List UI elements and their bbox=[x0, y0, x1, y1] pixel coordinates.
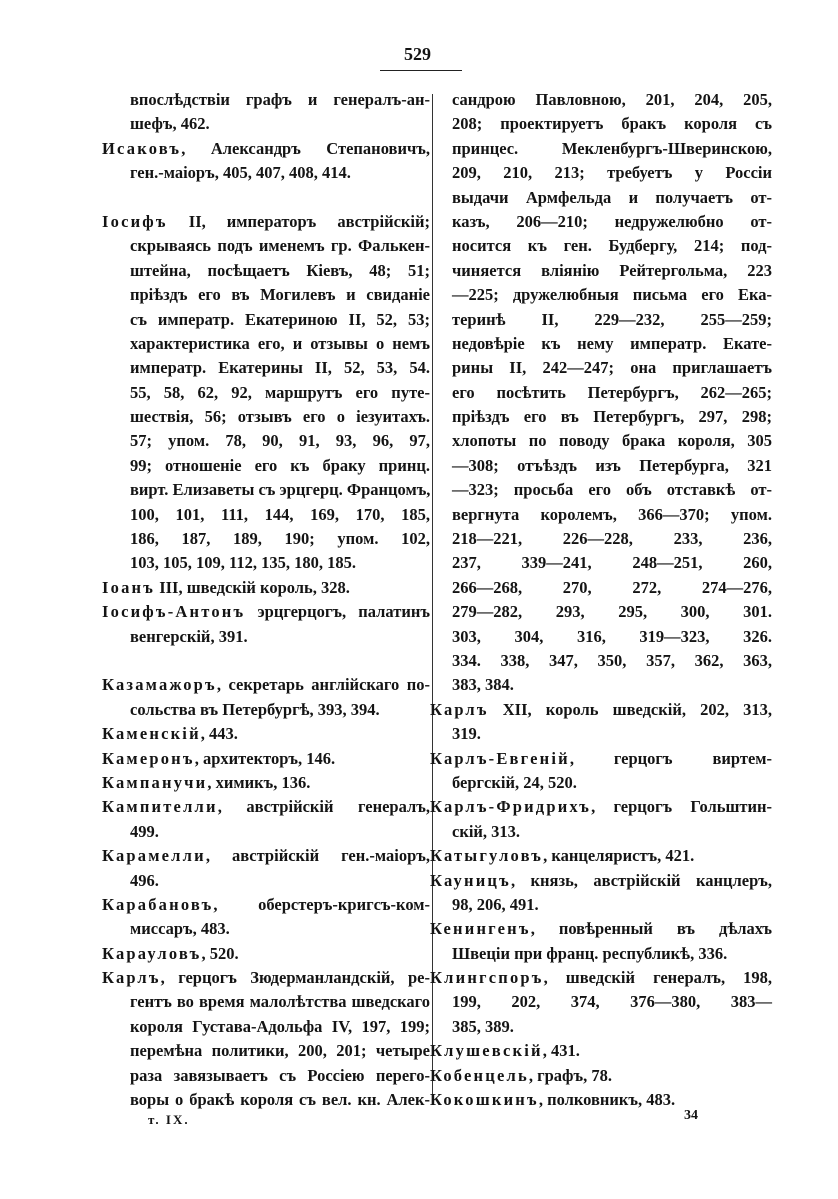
entry-text: , повѣренный въ дѣлахъ bbox=[530, 919, 772, 939]
entry-text: , австрійскій ген.-маіоръ, bbox=[205, 846, 430, 866]
entry-line: 383, 384. bbox=[452, 675, 514, 695]
index-entry bbox=[430, 747, 772, 796]
entry-headword: Клингспоръ bbox=[430, 968, 544, 988]
entry-text: , герцогъ Гольштин- bbox=[591, 797, 772, 817]
entry-headword: Кобенцель bbox=[430, 1065, 529, 1085]
entry-text: , 443. bbox=[200, 724, 238, 744]
page-number-rule bbox=[380, 70, 462, 71]
index-entry bbox=[102, 576, 430, 600]
entry-line: 209, 210, 213; требуетъ у Россіи bbox=[452, 163, 772, 183]
entry-line: 319. bbox=[452, 724, 481, 744]
entry-line: теринѣ II, 229—232, 255—259; bbox=[452, 309, 772, 329]
entry-line: 103, 105, 109, 112, 135, 180, 185. bbox=[130, 553, 356, 573]
entry-text: XII, король шведскій, 202, 313, bbox=[488, 699, 772, 719]
entry-line: гентъ во время малолѣтства шведскаго bbox=[130, 992, 430, 1012]
entry-line: недовѣріе къ нему императр. Екате- bbox=[452, 333, 772, 353]
entry-text: , полковникъ, 483. bbox=[538, 1090, 676, 1110]
entry-line: 199, 202, 374, 376—380, 383— bbox=[452, 992, 772, 1012]
entry-line: 499. bbox=[130, 821, 159, 841]
entry-line: вирт. Елизаветы съ эрцгерц. Францомъ, bbox=[130, 480, 431, 500]
entry-line: 57; упом. 78, 90, 91, 93, 96, 97, bbox=[130, 431, 430, 451]
index-entry bbox=[102, 747, 430, 771]
entry-text: , канцеляристъ, 421. bbox=[543, 846, 695, 866]
entry-text: , архитекторъ, 146. bbox=[194, 748, 336, 768]
entry-line bbox=[102, 893, 430, 917]
index-entry bbox=[102, 600, 430, 649]
entry-line: выдачи Армфельда и получаетъ от- bbox=[452, 187, 772, 207]
entry-line: миссаръ, 483. bbox=[130, 919, 230, 939]
entry-line: скрываясь подъ именемъ гр. Фалькен- bbox=[130, 236, 430, 256]
entry-line: 98, 206, 491. bbox=[452, 894, 539, 914]
entry-line: съ императр. Екатериною II, 52, 53; bbox=[130, 309, 430, 329]
entry-line: короля Густава-Адольфа IV, 197, 199; bbox=[130, 1016, 430, 1036]
entry-line bbox=[102, 210, 430, 234]
index-entry bbox=[430, 917, 772, 966]
entry-line: чиняется вліянію Рейтергольма, 223 bbox=[452, 260, 772, 280]
entry-headword: Клушевскій bbox=[430, 1041, 543, 1061]
entry-headword: Кенингенъ bbox=[430, 919, 531, 939]
entry-line: характеристика его, и отзывы о немъ bbox=[130, 333, 430, 353]
index-entry bbox=[430, 1039, 772, 1063]
entry-line: 334. 338, 347, 350, 357, 362, 363, bbox=[452, 650, 772, 670]
entry-line bbox=[102, 673, 430, 697]
signature-mark: 34 bbox=[684, 1108, 698, 1123]
entry-line: 237, 339—241, 248—251, 260, bbox=[452, 553, 772, 573]
entry-text: III, шведскій король, 328. bbox=[155, 577, 350, 597]
entry-line: императр. Екатерины II, 52, 53, 54. bbox=[130, 358, 430, 378]
index-entry bbox=[102, 88, 430, 137]
entry-line bbox=[430, 747, 772, 771]
entry-text: , герцогъ Зюдерманландскій, ре- bbox=[160, 968, 430, 988]
entry-line bbox=[102, 771, 430, 795]
entry-line bbox=[430, 1039, 772, 1063]
entry-line: 279—282, 293, 295, 300, 301. bbox=[452, 602, 772, 622]
entry-line: хлопоты по поводу брака короля, 305 bbox=[452, 431, 772, 451]
entry-line: вергнута королемъ, 366—370; упом. bbox=[452, 504, 772, 524]
entry-line: раза завязываетъ съ Россіею перего- bbox=[130, 1065, 430, 1085]
entry-line bbox=[430, 844, 772, 868]
entry-line: 186, 187, 189, 190; упом. 102, bbox=[130, 529, 430, 549]
entry-text: , секретарь англійскаго по- bbox=[216, 675, 430, 695]
index-entry bbox=[102, 722, 430, 746]
entry-text: , австрійскій генералъ, bbox=[217, 797, 430, 817]
entry-group-gap bbox=[102, 649, 430, 673]
index-entry bbox=[430, 795, 772, 844]
entry-headword: Каменскій bbox=[102, 724, 201, 744]
entry-line: —323; просьба его объ отставкѣ от- bbox=[452, 480, 772, 500]
entry-line: сольства въ Петербургѣ, 393, 394. bbox=[130, 699, 380, 719]
entry-line bbox=[430, 966, 772, 990]
entry-group-gap bbox=[102, 186, 430, 210]
entry-headword: Исаковъ bbox=[102, 138, 182, 158]
entry-headword: Карауловъ bbox=[102, 943, 202, 963]
entry-headword: Кампанучи bbox=[102, 772, 208, 792]
entry-text: , шведскій генералъ, 198, bbox=[543, 968, 772, 988]
entry-line: 208; проектируетъ бракъ короля съ bbox=[452, 114, 772, 134]
index-entry bbox=[102, 893, 430, 942]
index-entry bbox=[430, 966, 772, 1039]
entry-text: , герцогъ виртем- bbox=[569, 748, 772, 768]
entry-line: сандрою Павловною, 201, 204, 205, bbox=[452, 90, 772, 109]
entry-line bbox=[102, 747, 430, 771]
entry-headword: Іоанъ bbox=[102, 577, 156, 597]
index-entry bbox=[102, 966, 430, 1112]
entry-line: 55, 58, 62, 92, маршрутъ его путе- bbox=[130, 382, 430, 402]
index-entry bbox=[102, 942, 430, 966]
entry-line: его посѣтить Петербургъ, 262—265; bbox=[452, 382, 772, 402]
entry-line: принцес. Мекленбургъ-Шверинскою, bbox=[452, 138, 772, 158]
index-entry bbox=[430, 1064, 772, 1088]
entry-line: рины II, 242—247; она приглашаетъ bbox=[452, 358, 772, 378]
entry-line: казъ, 206—210; недружелюбно от- bbox=[452, 211, 772, 231]
entry-line bbox=[430, 1088, 772, 1112]
entry-line bbox=[430, 698, 772, 722]
entry-headword: Катыгуловъ bbox=[430, 846, 544, 866]
index-entry bbox=[102, 137, 430, 186]
entry-text: , князь, австрійскій канцлеръ, bbox=[510, 870, 772, 890]
entry-line: перемѣна политики, 200, 201; четыре bbox=[130, 1041, 430, 1061]
entry-line: Швеціи при франц. республикѣ, 336. bbox=[452, 943, 728, 963]
entry-text: , графъ, 78. bbox=[528, 1065, 612, 1085]
entry-line: впослѣдствіи графъ и генералъ-ан- bbox=[130, 90, 430, 109]
index-entry bbox=[102, 210, 430, 576]
entry-line: штейна, посѣщаетъ Кіевъ, 48; 51; bbox=[130, 260, 430, 280]
index-entry bbox=[102, 795, 430, 844]
index-entry bbox=[430, 88, 772, 698]
entry-headword: Карамелли bbox=[102, 846, 206, 866]
entry-line bbox=[430, 795, 772, 819]
entry-text: эрцгерцогъ, палатинъ bbox=[245, 602, 430, 622]
entry-line: 496. bbox=[130, 870, 159, 890]
entry-headword: Іосифъ bbox=[102, 211, 168, 231]
entry-line: носится къ ген. Будбергу, 214; под- bbox=[452, 236, 772, 256]
entry-text: II, императоръ австрійскій; bbox=[167, 211, 430, 231]
entry-line: 99; отношеніе его къ браку принц. bbox=[130, 455, 430, 475]
left-column bbox=[102, 88, 430, 1112]
entry-line: венгерскій, 391. bbox=[130, 626, 248, 646]
entry-headword: Карлъ bbox=[102, 968, 161, 988]
entry-line bbox=[430, 1064, 772, 1088]
entry-headword: Кокошкинъ bbox=[430, 1090, 539, 1110]
entry-text: , 520. bbox=[201, 943, 239, 963]
entry-line: шествія, 56; отзывъ его о іезуитахъ. bbox=[130, 407, 430, 427]
entry-line: 385, 389. bbox=[452, 1016, 514, 1036]
entry-line: воры о бракѣ короля съ вел. кн. Алек- bbox=[130, 1090, 430, 1110]
entry-line: скій, 313. bbox=[452, 821, 521, 841]
entry-line: 266—268, 270, 272, 274—276, bbox=[452, 577, 772, 597]
entry-line bbox=[102, 576, 430, 600]
entry-headword: Камеронъ bbox=[102, 748, 195, 768]
index-entry bbox=[102, 771, 430, 795]
entry-line: 100, 101, 111, 144, 169, 170, 185, bbox=[130, 504, 430, 524]
entry-headword: Казамажоръ bbox=[102, 675, 217, 695]
entry-headword: Іосифъ-Антонъ bbox=[102, 602, 246, 622]
entry-text: , 431. bbox=[542, 1041, 580, 1061]
entry-line bbox=[102, 844, 430, 868]
entry-headword: Кауницъ bbox=[430, 870, 511, 890]
entry-line bbox=[102, 795, 430, 819]
page-number: 529 bbox=[404, 44, 431, 64]
entry-line: ген.-маіоръ, 405, 407, 408, 414. bbox=[130, 163, 351, 183]
entry-line bbox=[102, 722, 430, 746]
entry-line: 303, 304, 316, 319—323, 326. bbox=[452, 626, 772, 646]
entry-line: —225; дружелюбныя письма его Ека- bbox=[452, 285, 772, 305]
entry-headword: Карлъ-Фридрихъ bbox=[430, 797, 592, 817]
entry-line: пріѣздъ его въ Петербургъ, 297, 298; bbox=[452, 407, 772, 427]
entry-text: , Александръ Степановичъ, bbox=[181, 138, 430, 158]
entry-line bbox=[430, 917, 772, 941]
entry-headword: Карабановъ bbox=[102, 894, 214, 914]
entry-text: , химикъ, 136. bbox=[207, 772, 311, 792]
entry-line bbox=[102, 137, 430, 161]
volume-mark: т. IX. bbox=[148, 1112, 190, 1127]
entry-headword: Кампителли bbox=[102, 797, 218, 817]
entry-line bbox=[102, 600, 430, 624]
entry-line bbox=[430, 869, 772, 893]
entry-line: шефъ, 462. bbox=[130, 114, 210, 134]
entry-line bbox=[102, 942, 430, 966]
entry-line: —308; отъѣздъ изъ Петербурга, 321 bbox=[452, 455, 772, 475]
entry-line bbox=[102, 966, 430, 990]
index-entry bbox=[430, 844, 772, 868]
index-entry bbox=[430, 1088, 772, 1112]
index-entry bbox=[102, 673, 430, 722]
index-entry bbox=[102, 844, 430, 893]
entry-headword: Карлъ-Евгеній bbox=[430, 748, 570, 768]
index-entry bbox=[430, 869, 772, 918]
right-column bbox=[430, 88, 772, 1112]
entry-line: бергскій, 24, 520. bbox=[452, 772, 577, 792]
index-entry bbox=[430, 698, 772, 747]
entry-line: пріѣздъ его въ Могилевъ и свиданіе bbox=[130, 285, 430, 305]
entry-headword: Карлъ bbox=[430, 699, 489, 719]
entry-text: , оберстеръ-кригсъ-ком- bbox=[213, 894, 430, 914]
entry-line: 218—221, 226—228, 233, 236, bbox=[452, 529, 772, 549]
